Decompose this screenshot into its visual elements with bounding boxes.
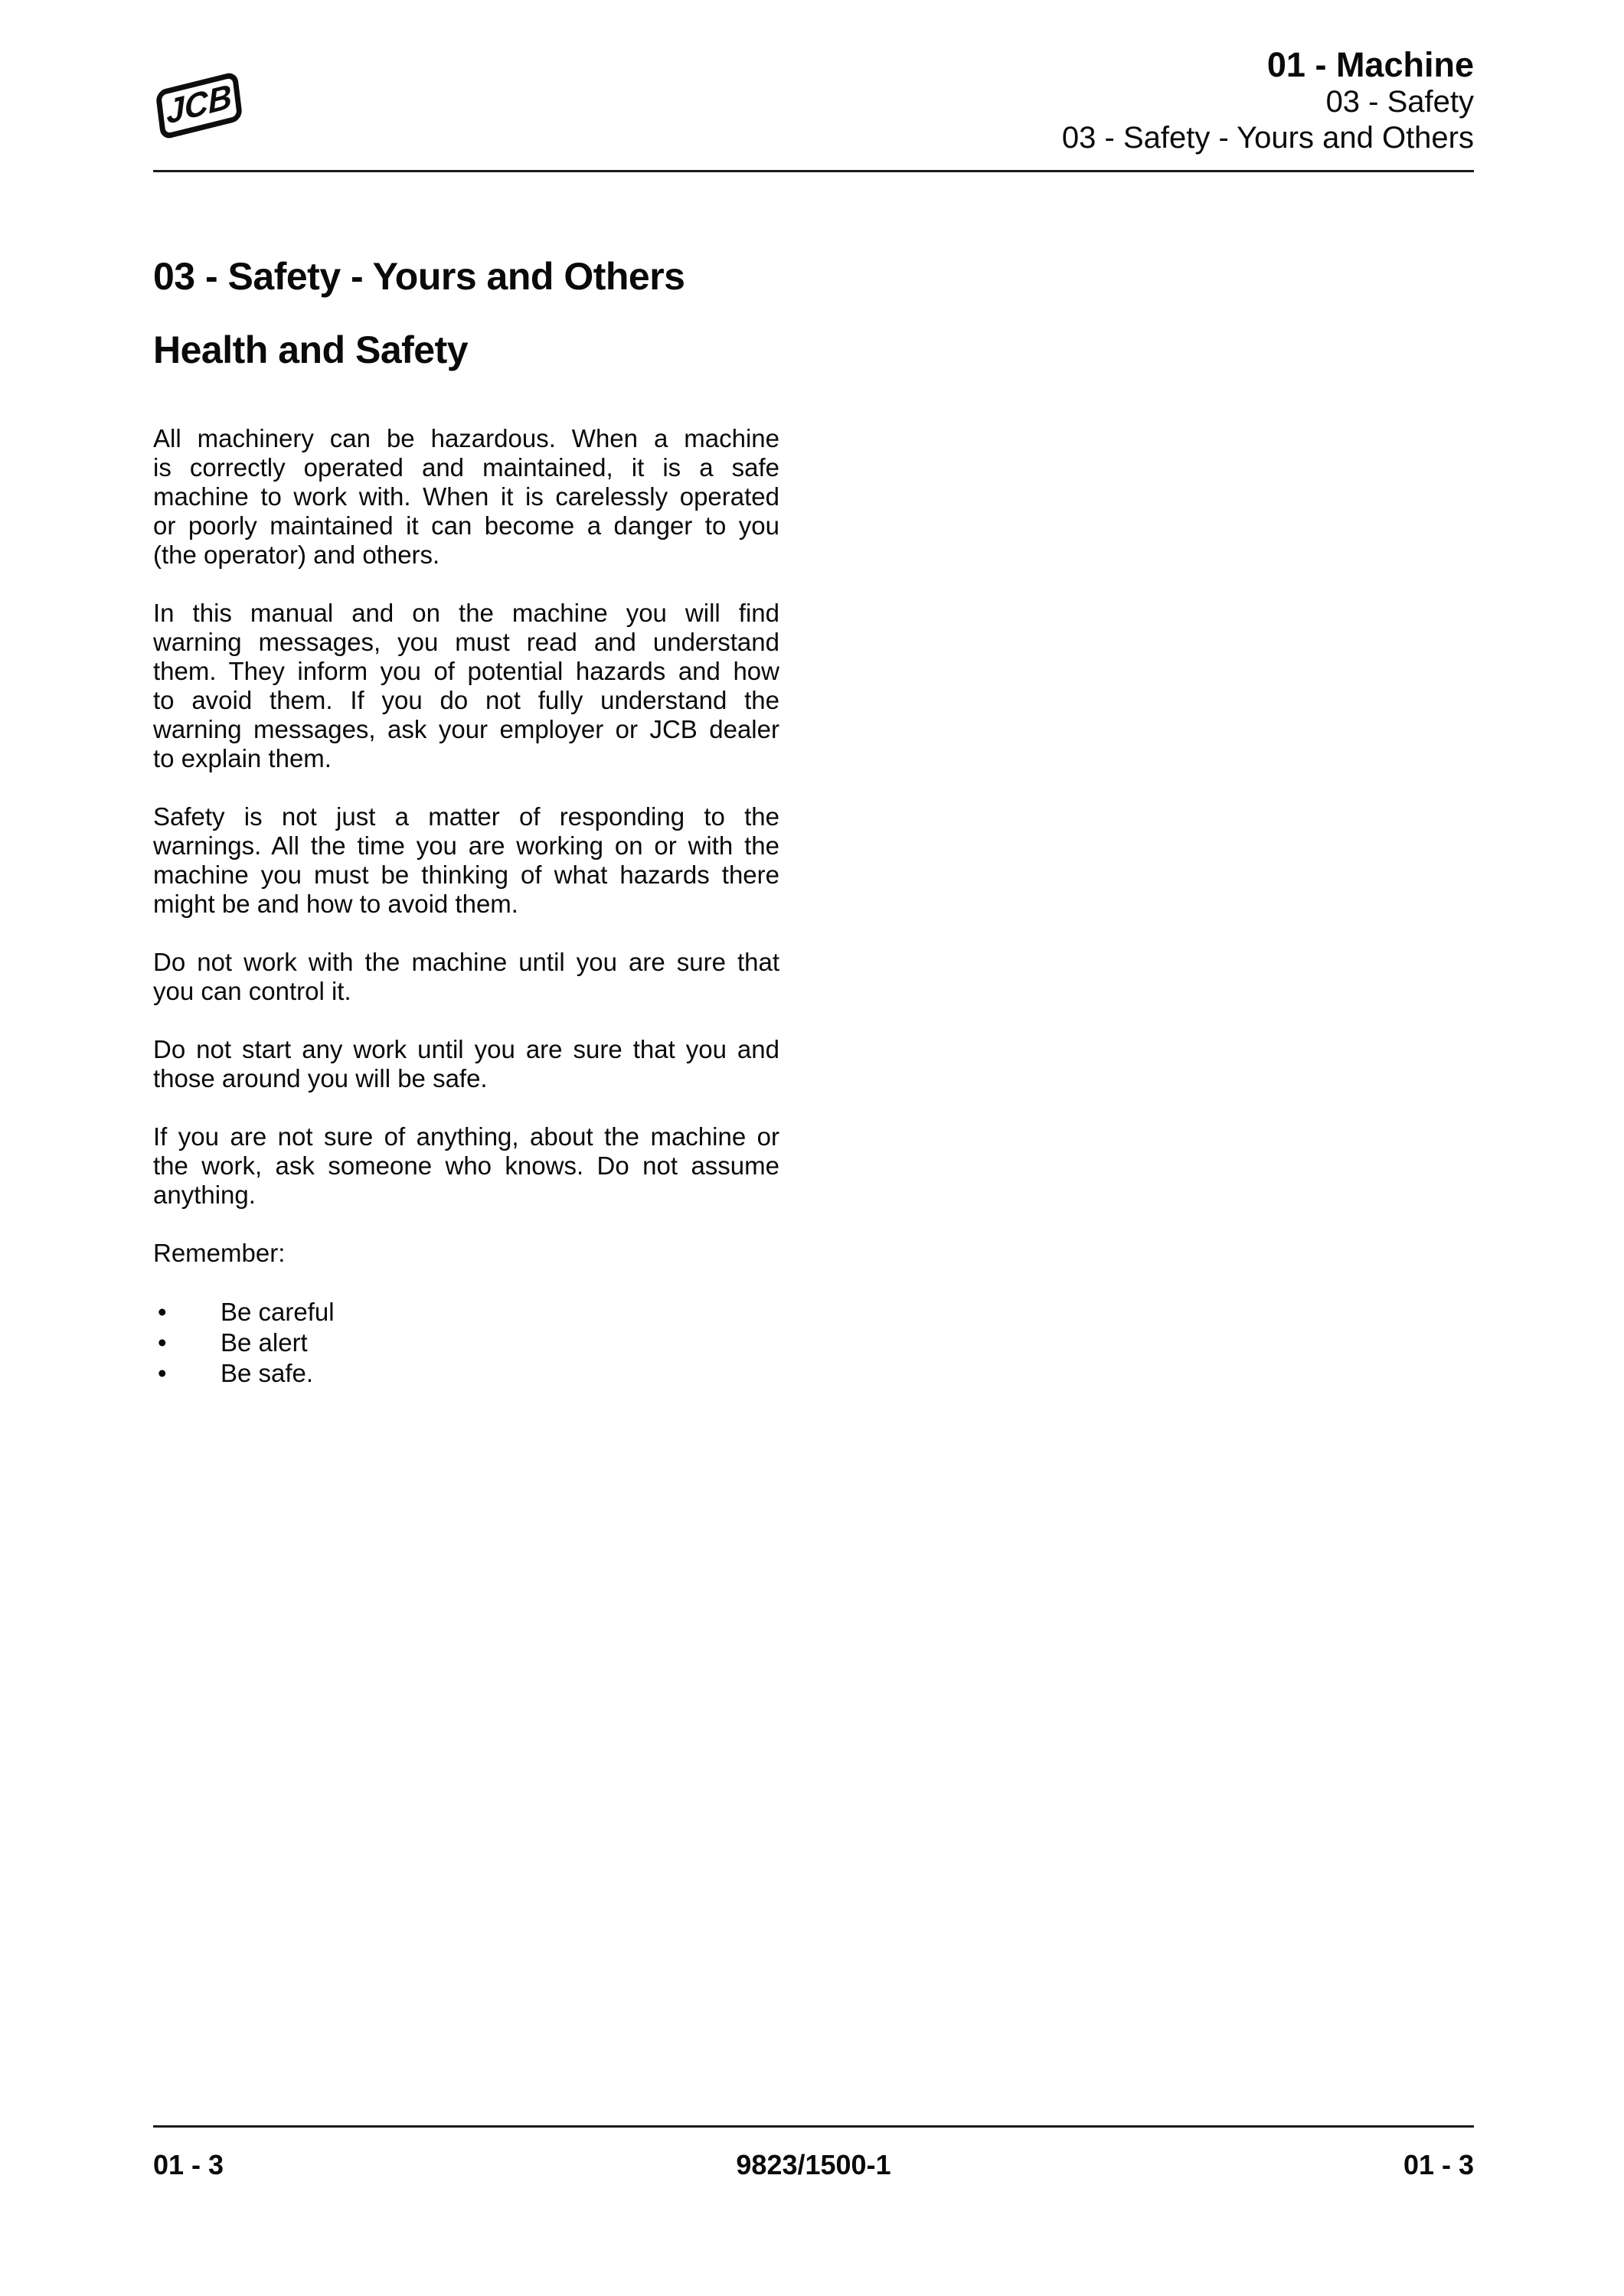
topic-title: Health and Safety [153,328,469,371]
paragraph [153,1035,779,1093]
header-section: 03 - Safety [1325,85,1474,119]
bullet-label: Be safe. [221,1359,314,1387]
paragraph-line: All machinery can be hazardous. When a machine [153,424,779,452]
bullet-list [153,1297,779,1389]
paragraph-line: Remember: [153,1239,286,1267]
footer-publication-number: 9823/1500-1 [736,2149,891,2180]
paragraph-line: might be and how to avoid them. [153,890,518,918]
bullet-icon: • [158,1298,167,1326]
paragraph-line: machine to work with. When it is carelessly operated [153,482,779,511]
paragraph-line: If you are not sure of anything, about the machine or [153,1122,779,1151]
paragraph-line: you can control it. [153,977,351,1005]
bullet-item [153,1358,779,1389]
paragraph-line: Do not work with the machine until you are sure that [153,948,779,976]
paragraph [153,599,779,773]
paragraph [153,1239,779,1268]
paragraph-line: warning messages, you must read and understand [153,628,779,656]
paragraph [153,948,779,1006]
page-header [1062,46,1474,156]
bullet-icon: • [158,1328,167,1357]
paragraph-line: anything. [153,1181,256,1209]
paragraph-line: the work, ask someone who knows. Do not assume [153,1151,779,1180]
footer-page-number-left: 01 - 3 [153,2149,224,2180]
header-subsection: 03 - Safety - Yours and Others [1061,121,1474,155]
bullet-item [153,1297,779,1328]
paragraph-line: those around you will be safe. [153,1064,488,1092]
bullet-item [153,1328,779,1358]
paragraph [153,802,779,919]
paragraph-line: to avoid them. If you do not fully understand the [153,686,779,714]
paragraph-line: or poorly maintained it can become a danger to you [153,511,779,540]
jcb-logo-text: JCB [165,77,233,132]
paragraph-line: Do not start any work until you are sure that you and [153,1035,779,1063]
paragraph-line: warnings. All the time you are working on or with the [153,831,779,860]
bullet-label: Be alert [221,1328,308,1357]
bullet-label: Be careful [221,1298,335,1326]
paragraph [153,424,779,570]
paragraph-line: to explain them. [153,744,332,772]
paragraph-line: is correctly operated and maintained, it is a safe [153,453,779,482]
page-footer [153,2150,1474,2180]
section-title: 03 - Safety - Yours and Others [153,255,685,298]
header-chapter: 01 - Machine [1266,45,1474,84]
content-column [153,254,779,1389]
bullet-icon: • [158,1359,167,1387]
paragraph-line: (the operator) and others. [153,541,440,569]
paragraph-line: warning messages, ask your employer or JCB dealer [153,715,779,743]
body-paragraphs [153,424,779,1268]
footer-divider [153,2125,1474,2128]
paragraph [153,1122,779,1210]
paragraph-line: them. They inform you of potential hazards and how [153,657,779,685]
header-divider [153,170,1474,172]
paragraph-line: Safety is not just a matter of responding to the [153,802,779,831]
jcb-logo [155,71,243,141]
paragraph-line: In this manual and on the machine you will find [153,599,779,627]
paragraph-line: machine you must be thinking of what hazards there [153,861,779,889]
footer-page-number-right: 01 - 3 [1403,2149,1474,2180]
